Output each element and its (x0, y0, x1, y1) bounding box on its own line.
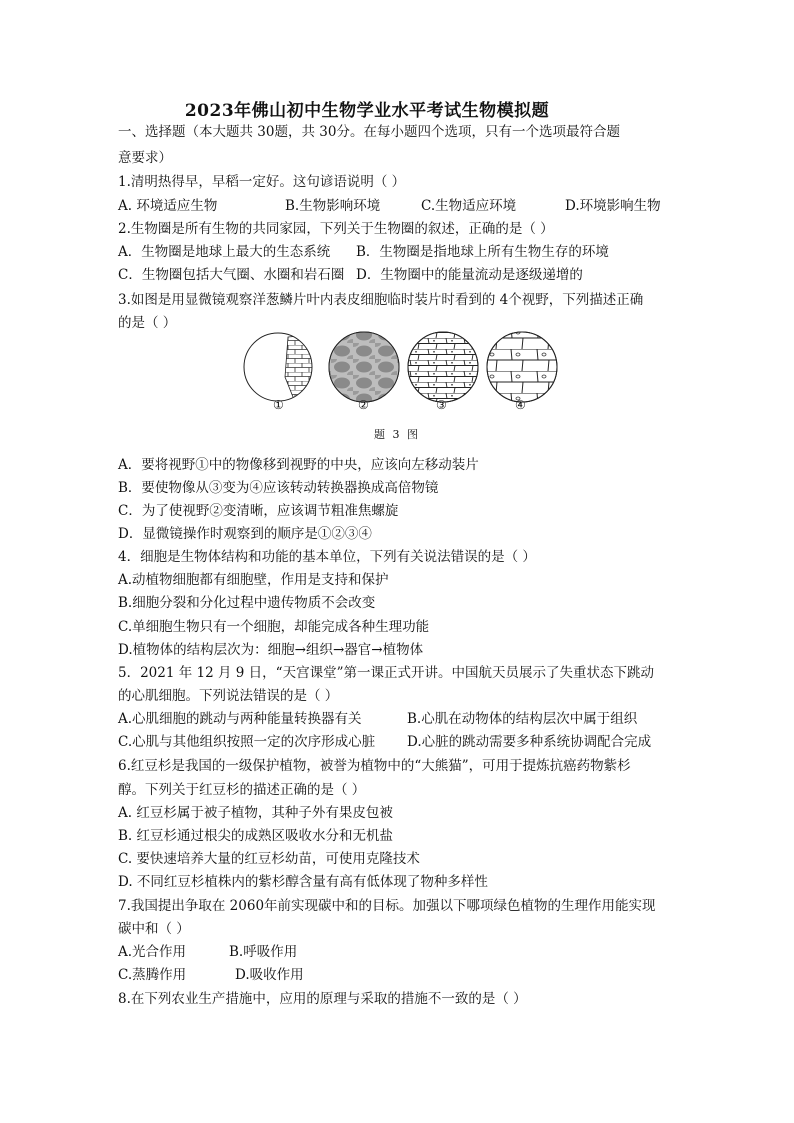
q5-option-c: C.心肌与其他组织按照一定的次序形成心脏 (118, 734, 376, 750)
q1-option-c: C.生物适应环境 (421, 198, 517, 214)
field-2-label: ② (358, 398, 369, 412)
field-3 (403, 327, 488, 407)
section-header-line1: 一、选择题（本大题共 30题，共 30分。在每小题四个选项，只有一个选项最符合题 (118, 124, 620, 140)
q3-option-a: A．要将视野①中的物像移到视野的中央，应该向左移动装片 (118, 457, 479, 473)
q5-option-a: A.心肌细胞的跳动与两种能量转换器有关 (118, 711, 362, 727)
q2-option-a: A．生物圈是地球上最大的生态系统 (118, 244, 331, 260)
q5-stem-line1: 5．2021 年 12 月 9 日，“天宫课堂”第一课正式开讲。中国航天员展示了失重状态下跳动 (118, 665, 654, 681)
q7-option-c: C.蒸腾作用 (118, 967, 187, 983)
q6-option-d: D. 不同红豆杉植株内的紫杉醇含量有高有低体现了物种多样性 (118, 874, 488, 890)
q7-option-d: D.吸收作用 (235, 967, 304, 983)
q5-option-d: D.心脏的跳动需要多种系统协调配合完成 (407, 734, 652, 750)
q4-option-a: A.动植物细胞都有细胞壁，作用是支持和保护 (118, 572, 389, 588)
field-4 (483, 327, 563, 407)
figure-caption: 题 3 图 (374, 428, 420, 441)
q4-stem: 4．细胞是生物体结构和功能的基本单位，下列有关说法错误的是（ ） (118, 549, 536, 565)
q5-option-b: B.心肌在动物体的结构层次中属于组织 (407, 711, 638, 727)
q3-stem-line2: 的是（ ） (118, 315, 177, 331)
q5-stem-line2: 的心肌细胞。下列说法错误的是（ ） (118, 688, 339, 704)
q6-option-a: A. 红豆杉属于被子植物，其种子外有果皮包被 (118, 805, 393, 821)
field-1 (244, 333, 313, 402)
q6-option-b: B. 红豆杉通过根尖的成熟区吸收水分和无机盐 (118, 828, 394, 844)
page-title: 2023年佛山初中生物学业水平考试生物模拟题 (184, 101, 550, 121)
q7-option-b: B.呼吸作用 (229, 944, 298, 960)
q4-option-d: D.植物体的结构层次为：细胞→组织→器官→植物体 (118, 642, 424, 658)
q1-stem: 1.清明热得早，早稻一定好。这句谚语说明（ ） (118, 174, 406, 190)
q7-stem-line2: 碳中和（ ） (118, 921, 190, 937)
section-header-line2: 意要求） (118, 150, 172, 166)
q3-option-b: B．要使物像从③变为④应该转动转换器换成高倍物镜 (118, 480, 439, 496)
q2-stem: 2.生物圈是所有生物的共同家园，下列关于生物圈的叙述，正确的是（ ） (118, 221, 554, 237)
q7-option-a: A.光合作用 (118, 944, 187, 960)
q2-option-d: D．生物圈中的能量流动是逐级递增的 (356, 267, 583, 283)
field-1-label: ① (273, 398, 284, 412)
q1-option-a: A. 环境适应生物 (118, 198, 218, 214)
q1-option-d: D.环境影响生物 (565, 198, 661, 214)
q2-option-b: B．生物圈是指地球上所有生物生存的环境 (356, 244, 609, 260)
field-4-label: ④ (515, 398, 526, 412)
q3-option-c: C．为了使视野②变清晰，应该调节粗准焦螺旋 (118, 503, 399, 519)
q2-option-c: C．生物圈包括大气圈、水圈和岩石圈 (118, 267, 345, 283)
q6-stem-line2: 醇。下列关于红豆杉的描述正确的是（ ） (118, 782, 366, 798)
q4-option-c: C.单细胞生物只有一个细胞，却能完成各种生理功能 (118, 619, 430, 635)
q3-stem-line1: 3.如图是用显微镜观察洋葱鳞片叶内表皮细胞临时装片时看到的 4个视野，下列描述正确 (118, 292, 644, 308)
q3-option-d: D．显微镜操作时观察到的顺序是①②③④ (118, 526, 372, 542)
field-2 (323, 327, 408, 407)
q8-stem: 8.在下列农业生产措施中，应用的原理与采取的措施不一致的是（ ） (118, 991, 527, 1007)
q1-option-b: B.生物影响环境 (285, 198, 381, 214)
q4-option-b: B.细胞分裂和分化过程中遗传物质不会改变 (118, 595, 376, 611)
q7-stem-line1: 7.我国提出争取在 2060年前实现碳中和的目标。加强以下哪项绿色植物的生理作用能实现 (118, 898, 656, 914)
field-3-label: ③ (436, 398, 447, 412)
q6-stem-line1: 6.红豆杉是我国的一级保护植物，被誉为植物中的“大熊猫”，可用于提炼抗癌药物紫杉 (118, 758, 631, 774)
q6-option-c: C. 要快速培养大量的红豆杉幼苗，可使用克隆技术 (118, 851, 420, 867)
